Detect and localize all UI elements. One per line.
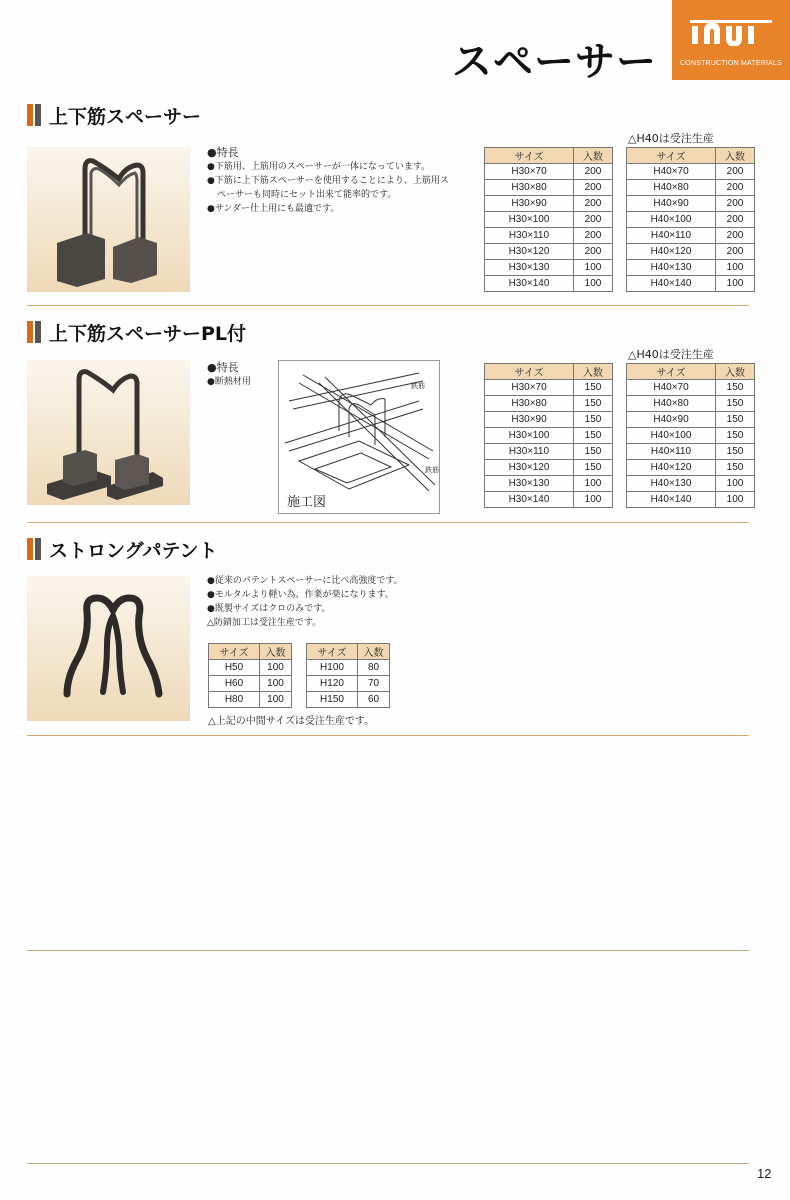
table-cell: H40×140 xyxy=(627,492,716,508)
table-cell: 100 xyxy=(260,676,292,692)
table-row xyxy=(627,180,755,196)
table-cell: H40×120 xyxy=(627,244,716,260)
table-cell: 150 xyxy=(574,380,613,396)
section-divider xyxy=(27,305,749,306)
brand-logo xyxy=(672,0,790,80)
table-cell: 200 xyxy=(574,196,613,212)
features xyxy=(207,360,277,389)
section-heading xyxy=(27,537,218,561)
table-cell: H40×70 xyxy=(627,164,716,180)
table-row xyxy=(627,476,755,492)
diagram-label: 鉄筋 xyxy=(411,382,425,390)
table-cell: サイズ xyxy=(627,364,716,380)
table-row xyxy=(627,212,755,228)
table-row xyxy=(485,460,613,476)
table-row xyxy=(307,692,390,708)
table-row xyxy=(485,164,613,180)
table-cell: 100 xyxy=(716,492,755,508)
table-cell: 150 xyxy=(574,444,613,460)
table-cell: 100 xyxy=(574,260,613,276)
table-cell: H30×140 xyxy=(485,276,574,292)
table-cell: H40×110 xyxy=(627,444,716,460)
table-cell: サイズ xyxy=(485,364,574,380)
table-cell: H40×90 xyxy=(627,196,716,212)
table-cell: 入数 xyxy=(574,148,613,164)
table-row xyxy=(627,444,755,460)
table-cell: H40×70 xyxy=(627,380,716,396)
table-row xyxy=(485,396,613,412)
table-cell: H30×130 xyxy=(485,260,574,276)
table-row xyxy=(627,164,755,180)
table-cell: 150 xyxy=(716,428,755,444)
table-row xyxy=(627,380,755,396)
page-title: スペーサー xyxy=(452,39,657,85)
table-cell: H40×80 xyxy=(627,396,716,412)
table-row xyxy=(485,196,613,212)
table-cell: 入数 xyxy=(574,364,613,380)
table-cell: H40×100 xyxy=(627,212,716,228)
diagram-label: 鉄筋 xyxy=(425,466,439,474)
feature-item: ●サンダー仕上用にも最適です。 xyxy=(207,204,340,214)
table-cell: 200 xyxy=(716,228,755,244)
table-row xyxy=(485,412,613,428)
table-cell: H30×140 xyxy=(485,492,574,508)
table-cell: H30×70 xyxy=(485,380,574,396)
feature-item: ●断熱材用 xyxy=(207,377,251,387)
table-cell: 150 xyxy=(574,396,613,412)
table-cell: H30×100 xyxy=(485,428,574,444)
order-note: △上記の中間サイズは受注生産です。 xyxy=(208,716,375,727)
table-cell: H30×80 xyxy=(485,396,574,412)
features xyxy=(207,145,457,216)
table-row xyxy=(209,676,292,692)
feature-item: ●モルタルより軽い為、作業が楽になります。 xyxy=(207,590,394,600)
table-row xyxy=(627,196,755,212)
table-row xyxy=(485,444,613,460)
table-cell: H150 xyxy=(307,692,358,708)
table-cell: H100 xyxy=(307,660,358,676)
table-cell: サイズ xyxy=(627,148,716,164)
table-cell: H50 xyxy=(209,660,260,676)
table-cell: H30×120 xyxy=(485,460,574,476)
table-cell: H80 xyxy=(209,692,260,708)
table-cell: H120 xyxy=(307,676,358,692)
table-cell: 150 xyxy=(574,428,613,444)
table-cell: 200 xyxy=(716,196,755,212)
table-cell: H30×110 xyxy=(485,444,574,460)
features xyxy=(207,574,457,630)
table-cell: サイズ xyxy=(485,148,574,164)
table-cell: 200 xyxy=(716,180,755,196)
table-cell: 200 xyxy=(574,228,613,244)
brand-tagline: CONSTRUCTION MATERIALS xyxy=(680,60,782,67)
table-row xyxy=(627,412,755,428)
order-note: △H40は受注生産 xyxy=(628,348,714,361)
table-row xyxy=(485,476,613,492)
table-row xyxy=(209,692,292,708)
table-row xyxy=(627,244,755,260)
table-cell: H60 xyxy=(209,676,260,692)
table-cell: 200 xyxy=(574,164,613,180)
installation-diagram xyxy=(278,360,440,514)
feature-heading: ●特長 xyxy=(207,146,239,159)
table-cell: 100 xyxy=(260,660,292,676)
table-row xyxy=(627,276,755,292)
table-row xyxy=(627,396,755,412)
table-row xyxy=(485,428,613,444)
table-cell: 150 xyxy=(574,460,613,476)
table-cell: H40×90 xyxy=(627,412,716,428)
table-cell: 入数 xyxy=(260,644,292,660)
table-row xyxy=(485,492,613,508)
table-cell: サイズ xyxy=(209,644,260,660)
section-heading xyxy=(27,103,201,127)
section-divider xyxy=(27,950,749,951)
table-row xyxy=(485,380,613,396)
table-cell: 100 xyxy=(574,476,613,492)
table-cell: サイズ xyxy=(307,644,358,660)
table-row xyxy=(485,244,613,260)
feature-heading: ●特長 xyxy=(207,361,239,374)
spec-table-b xyxy=(306,643,390,708)
section-title: 上下筋スペーサー xyxy=(49,105,202,128)
table-cell: H40×140 xyxy=(627,276,716,292)
spec-table-h40 xyxy=(626,363,755,508)
table-cell: 100 xyxy=(716,260,755,276)
table-cell: H40×110 xyxy=(627,228,716,244)
table-row xyxy=(485,276,613,292)
feature-item: ●既製サイズはクロのみです。 xyxy=(207,604,331,614)
feature-item: ●下筋に上下筋スペーサーを使用することにより、上筋用スペーサーも同時にセット出来て能率的です。 xyxy=(207,176,449,200)
section-divider xyxy=(27,522,749,523)
table-cell: H30×70 xyxy=(485,164,574,180)
table-cell: 200 xyxy=(716,212,755,228)
table-cell: 200 xyxy=(574,244,613,260)
table-cell: 100 xyxy=(574,492,613,508)
table-cell: 80 xyxy=(358,660,390,676)
table-cell: H40×80 xyxy=(627,180,716,196)
table-row xyxy=(485,260,613,276)
table-cell: H30×110 xyxy=(485,228,574,244)
table-cell: 200 xyxy=(716,244,755,260)
spec-table-h30 xyxy=(484,363,613,508)
table-cell: 150 xyxy=(716,460,755,476)
table-cell: 60 xyxy=(358,692,390,708)
table-cell: 200 xyxy=(574,180,613,196)
table-cell: H30×90 xyxy=(485,412,574,428)
table-row xyxy=(627,492,755,508)
table-cell: H30×100 xyxy=(485,212,574,228)
inui-logo-mark xyxy=(690,18,772,46)
table-cell: H40×130 xyxy=(627,476,716,492)
table-cell: 入数 xyxy=(358,644,390,660)
feature-item: ●従来のパテントスペーサーに比べ高強度です。 xyxy=(207,576,403,586)
section-title: ストロングパテント xyxy=(49,539,218,562)
table-cell: 入数 xyxy=(716,364,755,380)
product-photo xyxy=(27,576,190,721)
table-cell: 100 xyxy=(260,692,292,708)
table-cell: 70 xyxy=(358,676,390,692)
table-cell: H40×130 xyxy=(627,260,716,276)
table-row xyxy=(627,428,755,444)
table-row xyxy=(307,660,390,676)
spec-table-h40 xyxy=(626,147,755,292)
table-cell: H30×80 xyxy=(485,180,574,196)
feature-item: ●下筋用、上筋用のスペーサーが一体になっています。 xyxy=(207,162,431,172)
table-cell: 100 xyxy=(574,276,613,292)
section-divider xyxy=(27,1163,749,1164)
table-cell: H40×120 xyxy=(627,460,716,476)
section-divider xyxy=(27,735,749,736)
table-cell: H30×90 xyxy=(485,196,574,212)
spec-table-a xyxy=(208,643,292,708)
feature-item: △防錆加工は受注生産です。 xyxy=(207,618,322,628)
table-cell: H30×120 xyxy=(485,244,574,260)
page-number: 12 xyxy=(757,1166,772,1181)
table-row xyxy=(627,228,755,244)
table-row xyxy=(307,676,390,692)
product-photo xyxy=(27,360,190,505)
spec-table-h30 xyxy=(484,147,613,292)
table-row xyxy=(485,212,613,228)
product-photo xyxy=(27,147,190,292)
table-cell: 200 xyxy=(574,212,613,228)
table-cell: 入数 xyxy=(716,148,755,164)
section-title: 上下筋スペーサーPL付 xyxy=(49,322,247,345)
table-cell: 100 xyxy=(716,476,755,492)
table-cell: 150 xyxy=(716,396,755,412)
section-heading xyxy=(27,320,246,344)
table-row xyxy=(485,180,613,196)
table-cell: 150 xyxy=(716,444,755,460)
table-row xyxy=(627,260,755,276)
table-row xyxy=(627,460,755,476)
table-row xyxy=(485,228,613,244)
table-cell: 100 xyxy=(716,276,755,292)
table-cell: H40×100 xyxy=(627,428,716,444)
order-note: △H40は受注生産 xyxy=(628,132,714,145)
table-row xyxy=(209,660,292,676)
table-cell: 200 xyxy=(716,164,755,180)
table-cell: 150 xyxy=(716,380,755,396)
diagram-caption: 施工図 xyxy=(287,495,327,510)
table-cell: H30×130 xyxy=(485,476,574,492)
table-cell: 150 xyxy=(716,412,755,428)
table-cell: 150 xyxy=(574,412,613,428)
